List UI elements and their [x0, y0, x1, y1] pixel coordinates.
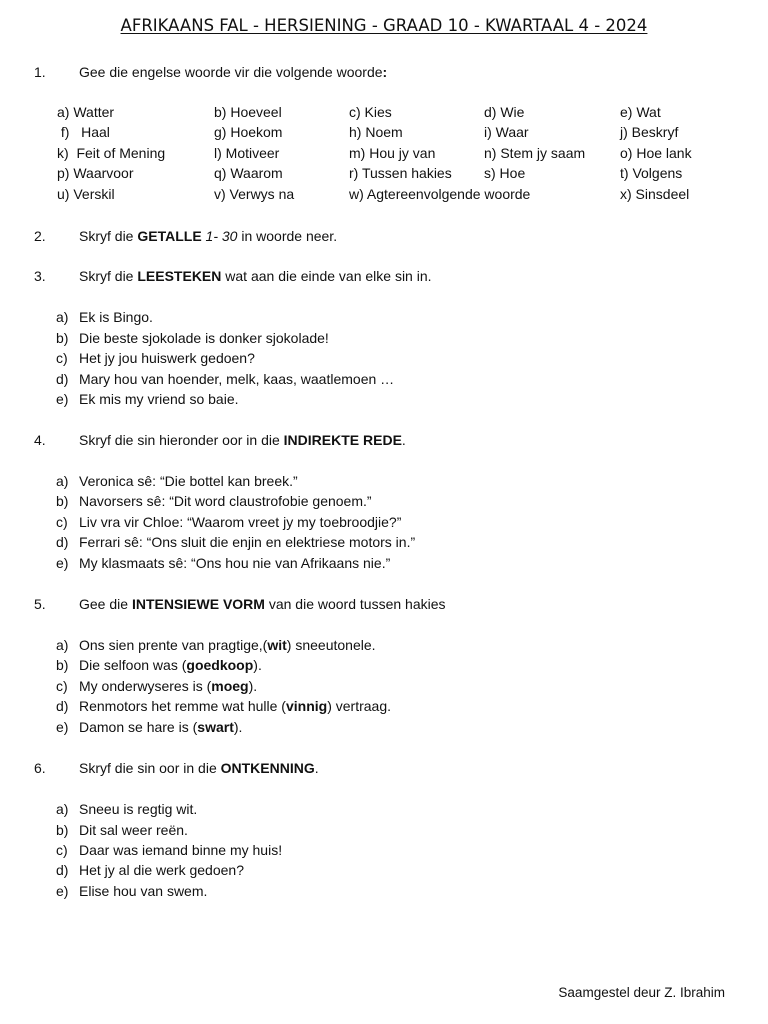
question-text: Skryf die sin hieronder oor in die	[79, 432, 284, 448]
vocab-item: j) Beskryf	[620, 124, 679, 140]
question-keyword: ONTKENNING	[220, 760, 315, 776]
vocab-item: t) Volgens	[620, 165, 683, 181]
vocab-item: a) Watter	[57, 104, 115, 120]
item-letter: d)	[56, 862, 69, 878]
item-text: Sneeu is regtig wit.	[79, 801, 198, 817]
item-text: Elise hou van swem.	[79, 883, 208, 899]
list-item	[56, 696, 391, 716]
item-word: vinnig	[285, 698, 328, 714]
vocab-item: l) Motiveer	[214, 145, 280, 161]
vocab-item: n) Stem jy saam	[484, 145, 586, 161]
question-text-end: van die woord tussen hakies	[264, 596, 446, 612]
item-word: swart	[197, 719, 234, 735]
item-text-end: ) sneeutonele.	[286, 637, 376, 653]
item-word: moeg	[211, 678, 249, 694]
item-letter: a)	[56, 801, 69, 817]
item-letter: c)	[56, 350, 68, 366]
item-letter: b)	[56, 657, 69, 673]
list-item	[56, 635, 376, 655]
item-letter: e)	[56, 883, 69, 899]
question-text: Gee die	[79, 596, 132, 612]
vocab-item: x) Sinsdeel	[620, 186, 690, 202]
list-item	[56, 369, 394, 389]
item-text: Daar was iemand binne my huis!	[79, 842, 283, 858]
list-item	[56, 532, 415, 552]
vocab-item: o) Hoe lank	[620, 145, 692, 161]
item-letter: b)	[56, 493, 69, 509]
author-credit: Saamgestel deur Z. Ibrahim	[558, 985, 725, 1000]
list-item	[56, 307, 153, 327]
list-item	[56, 655, 262, 675]
question-number: 4.	[34, 432, 46, 448]
list-item	[56, 512, 401, 532]
item-letter: b)	[56, 330, 69, 346]
question-number: 1.	[34, 64, 46, 80]
item-letter: e)	[56, 391, 69, 407]
item-text: Ek mis my vriend so baie.	[79, 391, 239, 407]
question-keyword: LEESTEKEN	[137, 268, 222, 284]
question-5	[34, 594, 446, 614]
list-item	[56, 717, 242, 737]
vocab-item: i) Waar	[484, 124, 529, 140]
list-item	[56, 553, 390, 573]
item-word: wit	[267, 637, 287, 653]
question-6	[34, 758, 319, 778]
item-letter: a)	[56, 309, 69, 325]
vocab-item: p) Waarvoor	[57, 165, 134, 181]
list-item	[56, 820, 188, 840]
vocab-item: e) Wat	[620, 104, 661, 120]
item-word: goedkoop	[186, 657, 254, 673]
item-text: Dit sal weer reën.	[79, 822, 188, 838]
question-4	[34, 430, 406, 450]
question-range: 1- 30	[201, 228, 238, 244]
list-item	[56, 328, 329, 348]
item-text: Die beste sjokolade is donker sjokolade!	[79, 330, 329, 346]
list-item	[56, 840, 282, 860]
item-text-end: ).	[248, 678, 258, 694]
question-1	[34, 62, 387, 82]
list-item	[56, 471, 298, 491]
item-text: Veronica sê: “Die bottel kan breek.”	[79, 473, 298, 489]
item-text-end: ) vertraag.	[327, 698, 392, 714]
vocab-item: m) Hou jy van	[349, 145, 436, 161]
item-letter: e)	[56, 719, 69, 735]
question-text-end: in woorde neer.	[237, 228, 338, 244]
vocab-item: w) Agtereenvolgende woorde	[349, 186, 531, 202]
item-text: Ons sien prente van pragtige,(	[79, 637, 268, 653]
vocab-item: k) Feit of Mening	[57, 145, 166, 161]
item-text: Het jy al die werk gedoen?	[79, 862, 244, 878]
question-keyword: INTENSIEWE VORM	[131, 596, 265, 612]
page-title: AFRIKAANS FAL - HERSIENING - GRAAD 10 - KWARTAAL 4 - 2024	[120, 16, 648, 35]
vocab-item: g) Hoekom	[214, 124, 283, 140]
item-text: Damon se hare is (	[79, 719, 198, 735]
question-keyword: GETALLE	[137, 228, 202, 244]
item-text: Renmotors het remme wat hulle (	[79, 698, 286, 714]
question-number: 2.	[34, 228, 46, 244]
vocab-item: s) Hoe	[484, 165, 526, 181]
question-text-end: .	[314, 760, 319, 776]
question-number: 5.	[34, 596, 46, 612]
question-text: Skryf die	[79, 268, 138, 284]
item-letter: b)	[56, 822, 69, 838]
list-item	[56, 491, 372, 511]
question-2	[34, 226, 337, 246]
vocab-item: v) Verwys na	[214, 186, 295, 202]
vocab-item: r) Tussen hakies	[349, 165, 452, 181]
vocab-item: u) Verskil	[57, 186, 115, 202]
vocab-item: c) Kies	[349, 104, 392, 120]
item-text-end: ).	[253, 657, 262, 673]
item-letter: c)	[56, 678, 68, 694]
list-item	[56, 799, 197, 819]
vocab-item: b) Hoeveel	[214, 104, 282, 120]
question-3	[34, 266, 432, 286]
list-item	[56, 860, 244, 880]
item-letter: c)	[56, 514, 68, 530]
list-item	[56, 881, 207, 901]
item-text: Ek is Bingo.	[79, 309, 153, 325]
item-letter: d)	[56, 371, 69, 387]
question-number: 6.	[34, 760, 46, 776]
question-text: Skryf die	[79, 228, 138, 244]
item-text: Het jy jou huiswerk gedoen?	[79, 350, 255, 366]
question-number: 3.	[34, 268, 46, 284]
item-text: My klasmaats sê: “Ons hou nie van Afrikaans nie.”	[79, 555, 391, 571]
list-item	[56, 676, 257, 696]
item-letter: d)	[56, 534, 69, 550]
item-letter: a)	[56, 637, 69, 653]
item-text: Mary hou van hoender, melk, kaas, waatlemoen …	[79, 371, 395, 387]
list-item	[56, 389, 239, 409]
vocab-item: h) Noem	[349, 124, 403, 140]
question-colon: :	[382, 64, 388, 80]
question-text-end: wat aan die einde van elke sin in.	[221, 268, 432, 284]
item-text-end: ).	[233, 719, 243, 735]
item-text: Navorsers sê: “Dit word claustrofobie genoem.”	[79, 493, 372, 509]
question-text: Gee die engelse woorde vir die volgende woorde	[79, 64, 383, 80]
list-item	[56, 348, 255, 368]
item-letter: e)	[56, 555, 69, 571]
item-text: Die selfoon was (	[79, 657, 187, 673]
vocab-item: f) Haal	[57, 124, 110, 140]
question-text: Skryf die sin oor in die	[79, 760, 221, 776]
item-letter: c)	[56, 842, 68, 858]
question-keyword: INDIREKTE REDE	[283, 432, 402, 448]
item-text: Liv vra vir Chloe: “Waarom vreet jy my toebroodjie?”	[79, 514, 402, 530]
item-text: Ferrari sê: “Ons sluit die enjin en elektriese motors in.”	[79, 534, 416, 550]
vocab-item: q) Waarom	[214, 165, 283, 181]
item-letter: a)	[56, 473, 69, 489]
item-letter: d)	[56, 698, 69, 714]
question-text-end: .	[401, 432, 406, 448]
item-text: My onderwyseres is (	[79, 678, 212, 694]
vocab-item: d) Wie	[484, 104, 525, 120]
